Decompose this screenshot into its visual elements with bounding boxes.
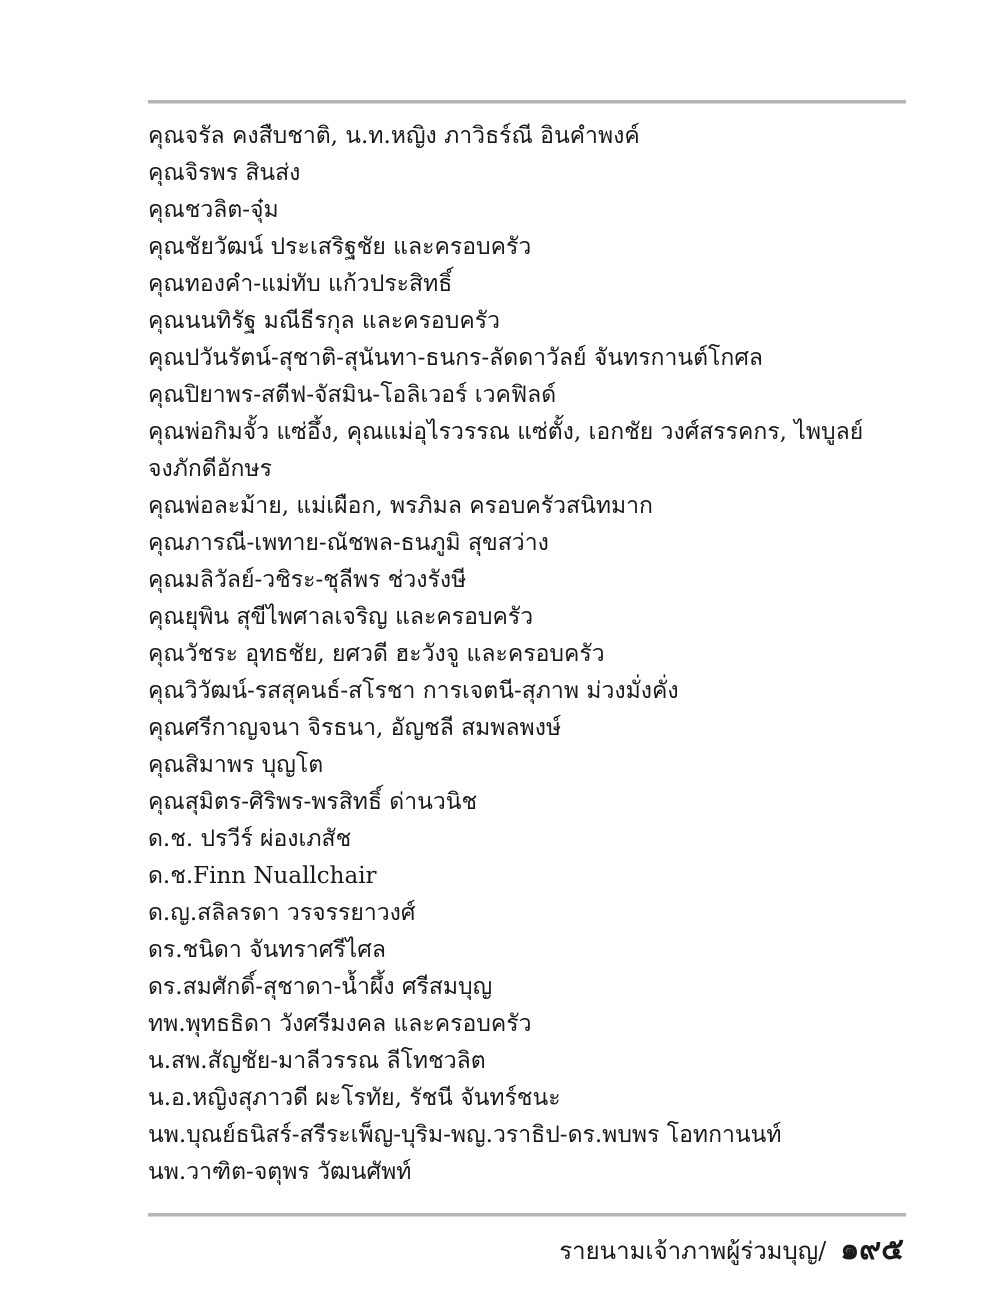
donor-name-line: ด.ช.Finn Nuallchair: [148, 863, 377, 889]
page-footer: [559, 1228, 904, 1272]
donor-name-line: คุณภารณี-เพทาย-ณัชพล-ธนภูมิ สุขสว่าง: [148, 530, 549, 556]
donor-name-line: คุณวิวัฒน์-รสสุคนธ์-สโรชา การเจตนี-สุภาพ ม่วงมั่งคั่ง: [148, 678, 679, 704]
donor-name-line: คุณปิยาพร-สตีฟ-จัสมิน-โอลิเวอร์ เวคฟิลด์: [148, 382, 557, 408]
donor-name-line: คุณพ่อกิมจั้ว แซ่อึ้ง, คุณแม่อุไรวรรณ แซ่ตั้ง, เอกชัย วงศ์สรรคกร, ไพบูลย์: [148, 419, 864, 445]
donor-name-line: คุณสิมาพร บุญโต: [148, 752, 324, 778]
donor-name-line: คุณศรีกาญจนา จิรธนา, อัญชลี สมพลพงษ์: [148, 715, 562, 741]
donor-name-line: จงภักดีอักษร: [148, 456, 272, 482]
donor-name-line: ดร.ชนิดา จันทราศรีไศล: [148, 937, 386, 963]
donor-name-line: คุณจรัล คงสืบชาติ, น.ท.หญิง ภาวิธร์ณี อินคำพงค์: [148, 123, 640, 149]
donor-name-line: คุณทองคำ-แม่ทับ แก้วประสิทธิ์: [148, 271, 453, 297]
donor-name-line: ด.ช. ปรวีร์ ผ่องเภสัช: [148, 826, 352, 852]
donor-name-line: คุณปวันรัตน์-สุชาติ-สุนันทา-ธนกร-ลัดดาวัลย์ จันทรกานต์โกศล: [148, 345, 764, 371]
donor-name-line: คุณสุมิตร-ศิริพร-พรสิทธิ์ ด่านวนิช: [148, 789, 478, 815]
bottom-divider: [148, 1213, 906, 1217]
donor-name-line: คุณจิรพร สินส่ง: [148, 160, 301, 186]
donor-name-line: คุณพ่อละม้าย, แม่เผือก, พรภิมล ครอบครัวสนิทมาก: [148, 493, 653, 519]
donor-name-line: ด.ญ.สลิลรดา วรจรรยาวงศ์: [148, 900, 416, 926]
donor-name-line: คุณนนทิรัฐ มณีธีรกุล และครอบครัว: [148, 308, 500, 334]
donor-name-line: ดร.สมศักดิ์-สุชาดา-น้ำผึ้ง ศรีสมบุญ: [148, 974, 493, 1000]
donor-name-list: [148, 118, 888, 1191]
donor-name-line: คุณชวลิต-จุ๋ม: [148, 197, 279, 223]
donor-name-line: ทพ.พุทธธิดา วังศรีมงคล และครอบครัว: [148, 1011, 532, 1037]
donor-name-line: น.อ.หญิงสุภาวดี ผะโรทัย, รัชนี จันทร์ชนะ: [148, 1085, 561, 1111]
donor-name-line: น.สพ.สัญชัย-มาลีวรรณ ลีโทชวลิต: [148, 1048, 486, 1074]
donor-name-line: นพ.บุณย์ธนิสร์-สรีระเพ็ญ-บุริม-พญ.วราธิป-ดร.พบพร โอทกานนท์: [148, 1122, 782, 1148]
page-number: ๑๙๕: [840, 1232, 904, 1267]
donor-name-line: คุณมลิวัลย์-วชิระ-ชุลีพร ช่วงรังษี: [148, 567, 467, 593]
donor-name-line: นพ.วาฑิต-จตุพร วัฒนศัพท์: [148, 1159, 412, 1185]
top-divider: [148, 100, 906, 104]
donor-name-line: คุณยุพิน สุขีไพศาลเจริญ และครอบครัว: [148, 604, 534, 630]
footer-label: รายนามเจ้าภาพผู้ร่วมบุญ/: [559, 1237, 827, 1265]
donor-name-line: คุณชัยวัฒน์ ประเสริฐชัย และครอบครัว: [148, 234, 532, 260]
donor-name-line: คุณวัชระ อุทธชัย, ยศวดี ฮะวังจู และครอบครัว: [148, 641, 605, 667]
